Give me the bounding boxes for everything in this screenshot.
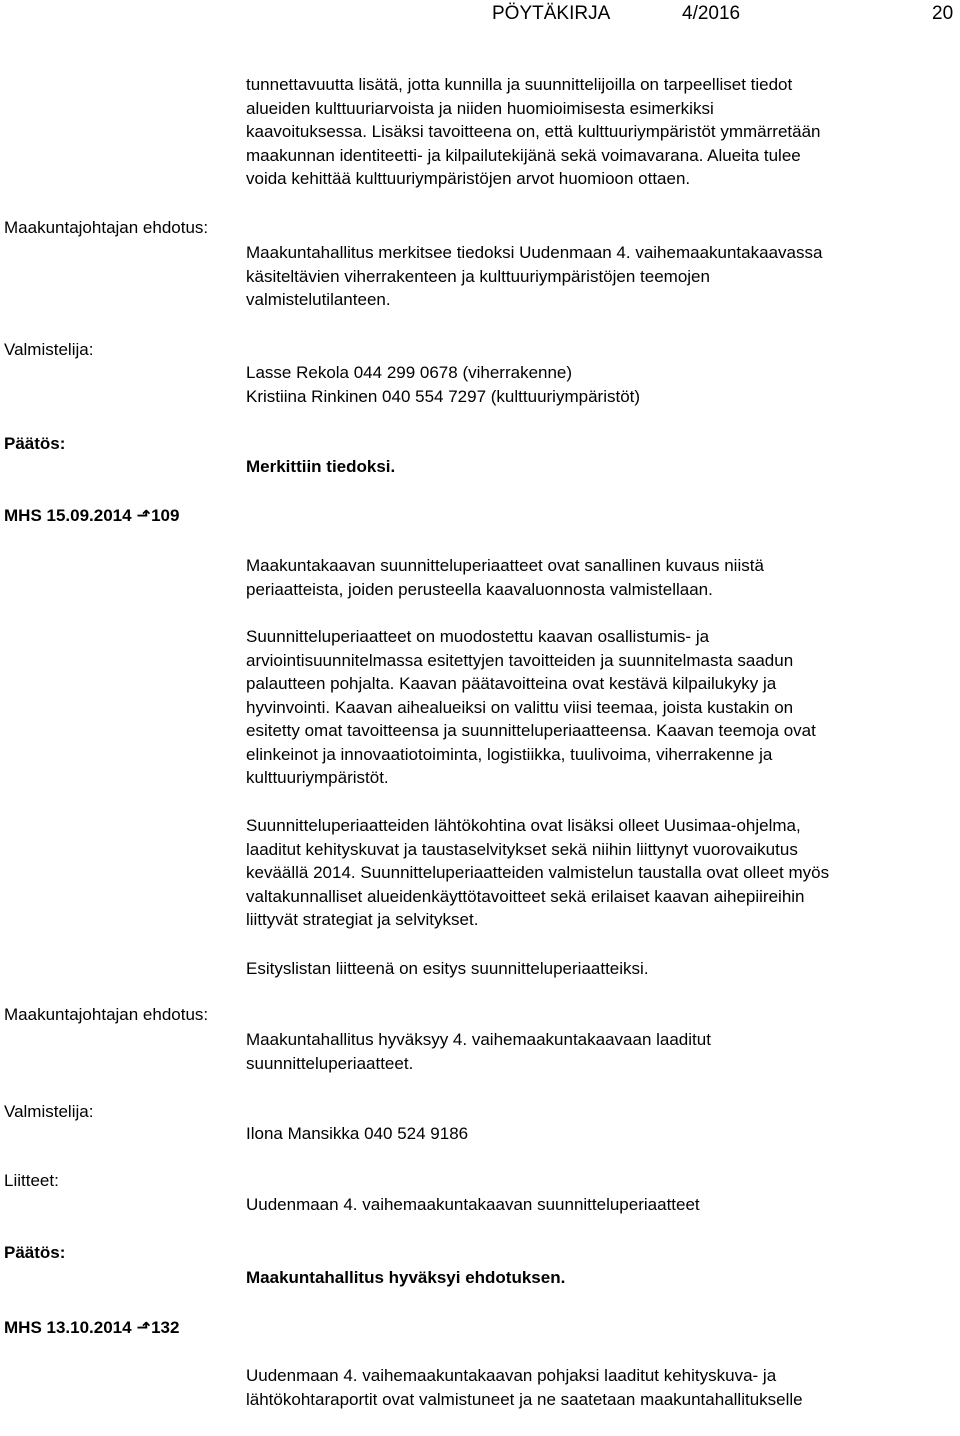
proposal-text [246,1028,952,1075]
text-line: alueiden kulttuuriarvoista ja niiden huomioimisesta esimerkiksi [246,98,714,118]
text-line: maakunnan identiteetti- ja kilpailutekijänä sekä voimavarana. Alueita tulee [246,145,801,165]
text-line: palautteen pohjalta. Kaavan päätavoitteina ovat kestävä kilpailukyky ja [246,674,777,693]
proposal-label: Maakuntajohtajan ehdotus: [4,218,209,237]
preparer-text [246,361,952,408]
text-line: Lasse Rekola 044 299 0678 (viherrakenne) [246,363,573,382]
text-line: periaatteista, joiden perusteella kaavaluonnosta valmistellaan. [246,579,713,599]
text-line: esitetty omat tavoitteensa ja suunnitteluperiaatteensa. Kaavan teemoja ovat [246,721,816,740]
text-line: Maakuntahallitus merkitsee tiedoksi Uudenmaan 4. vaihemaakuntakaavassa [246,243,823,262]
text-line: Kristiina Rinkinen 040 554 7297 (kulttuuriympäristöt) [246,386,641,406]
text-line: keväällä 2014. Suunnitteluperiaatteiden valmistelun taustalla ovat olleet myös [246,863,830,882]
text-line: Maakuntahallitus hyväksyy 4. vaihemaakuntakaavaan laaditut [246,1030,711,1049]
text-line: liittyvät strategiat ja selvitykset. [246,910,479,929]
text-line: arviointisuunnitelmassa esitettyjen tavoitteiden ja suunnitelmasta saadun [246,650,794,670]
decision-label: Päätös: [4,434,66,453]
proposal-label: Maakuntajohtajan ehdotus: [4,1005,209,1024]
text-line: käsiteltävien viherrakenteen ja kulttuuriympäristöjen teemojen [246,266,710,286]
text-line: voida kehittää kulttuuriympäristöjen arvot huomioon ottaen. [246,169,691,188]
text-line: Maakuntakaavan suunnitteluperiaatteet ovat sanallinen kuvaus niistä [246,556,764,575]
attachments-label: Liitteet: [4,1171,59,1190]
text-line: Uudenmaan 4. vaihemaakuntakaavan pohjaksi laaditut kehityskuva- ja [246,1366,777,1385]
text-line: Suunnitteluperiaatteet on muodostettu kaavan osallistumis- ja [246,627,710,646]
preparer-label: Valmistelija: [4,1102,94,1121]
decision-text: Maakuntahallitus hyväksyi ehdotuksen. [246,1268,566,1287]
text-line: lähtökohtaraportit ovat valmistuneet ja ne saatetaan maakuntahallitukselle [246,1389,803,1409]
section-arrow-icon: ⬏ [136,1318,151,1337]
meeting-date: MHS 13.10.2014 [4,1318,132,1337]
text-line: Suunnitteluperiaatteiden lähtökohtina ovat lisäksi olleet Uusimaa-ohjelma, [246,816,801,835]
paragraph [246,957,952,981]
proposal-text [246,241,952,312]
meeting-item-number: 132 [151,1318,180,1337]
text-line: kaavoituksessa. Lisäksi tavoitteena on, että kulttuuriympäristöt ymmärretään [246,122,821,141]
text-line: valtakunnalliset alueidenkäyttötavoitteet sekä erilaiset kaavan aihepiireihin [246,886,805,906]
decision-text: Merkittiin tiedoksi. [246,457,396,476]
page-header [0,0,960,28]
page-number: 20 [932,3,954,24]
paragraph [246,625,952,790]
preparer-text: Ilona Mansikka 040 524 9186 [246,1124,469,1143]
meeting-date: MHS 15.09.2014 [4,506,132,525]
text-line: kulttuuriympäristöt. [246,768,389,787]
meeting-reference [4,504,179,528]
intro-paragraph [246,73,952,191]
text-line: valmistelutilanteen. [246,290,391,309]
text-line: Esityslistan liitteenä on esitys suunnitteluperiaatteiksi. [246,959,649,978]
paragraph [246,1364,952,1411]
attachments-text: Uudenmaan 4. vaihemaakuntakaavan suunnitteluperiaatteet [246,1195,700,1214]
paragraph [246,554,952,601]
document-type: PÖYTÄKIRJA [492,3,611,24]
meeting-reference [4,1316,179,1340]
section-arrow-icon: ⬏ [136,506,151,525]
text-line: elinkeinot ja innovaatiotoiminta, logistiikka, tuulivoima, viherrakenne ja [246,744,773,764]
text-line: suunnitteluperiaatteet. [246,1053,414,1073]
text-line: laaditut kehityskuvat ja taustaselvitykset sekä niihin liittynyt vuorovaikutus [246,839,798,859]
paragraph [246,814,952,932]
preparer-label: Valmistelija: [4,340,94,359]
text-line: hyvinvointi. Kaavan aihealueiksi on valittu viisi teemaa, joista kustakin on [246,697,794,717]
text-line: tunnettavuutta lisätä, jotta kunnilla ja suunnittelijoilla on tarpeelliset tiedot [246,75,793,94]
decision-label: Päätös: [4,1243,66,1262]
document-number: 4/2016 [682,3,741,24]
meeting-item-number: 109 [151,506,180,525]
